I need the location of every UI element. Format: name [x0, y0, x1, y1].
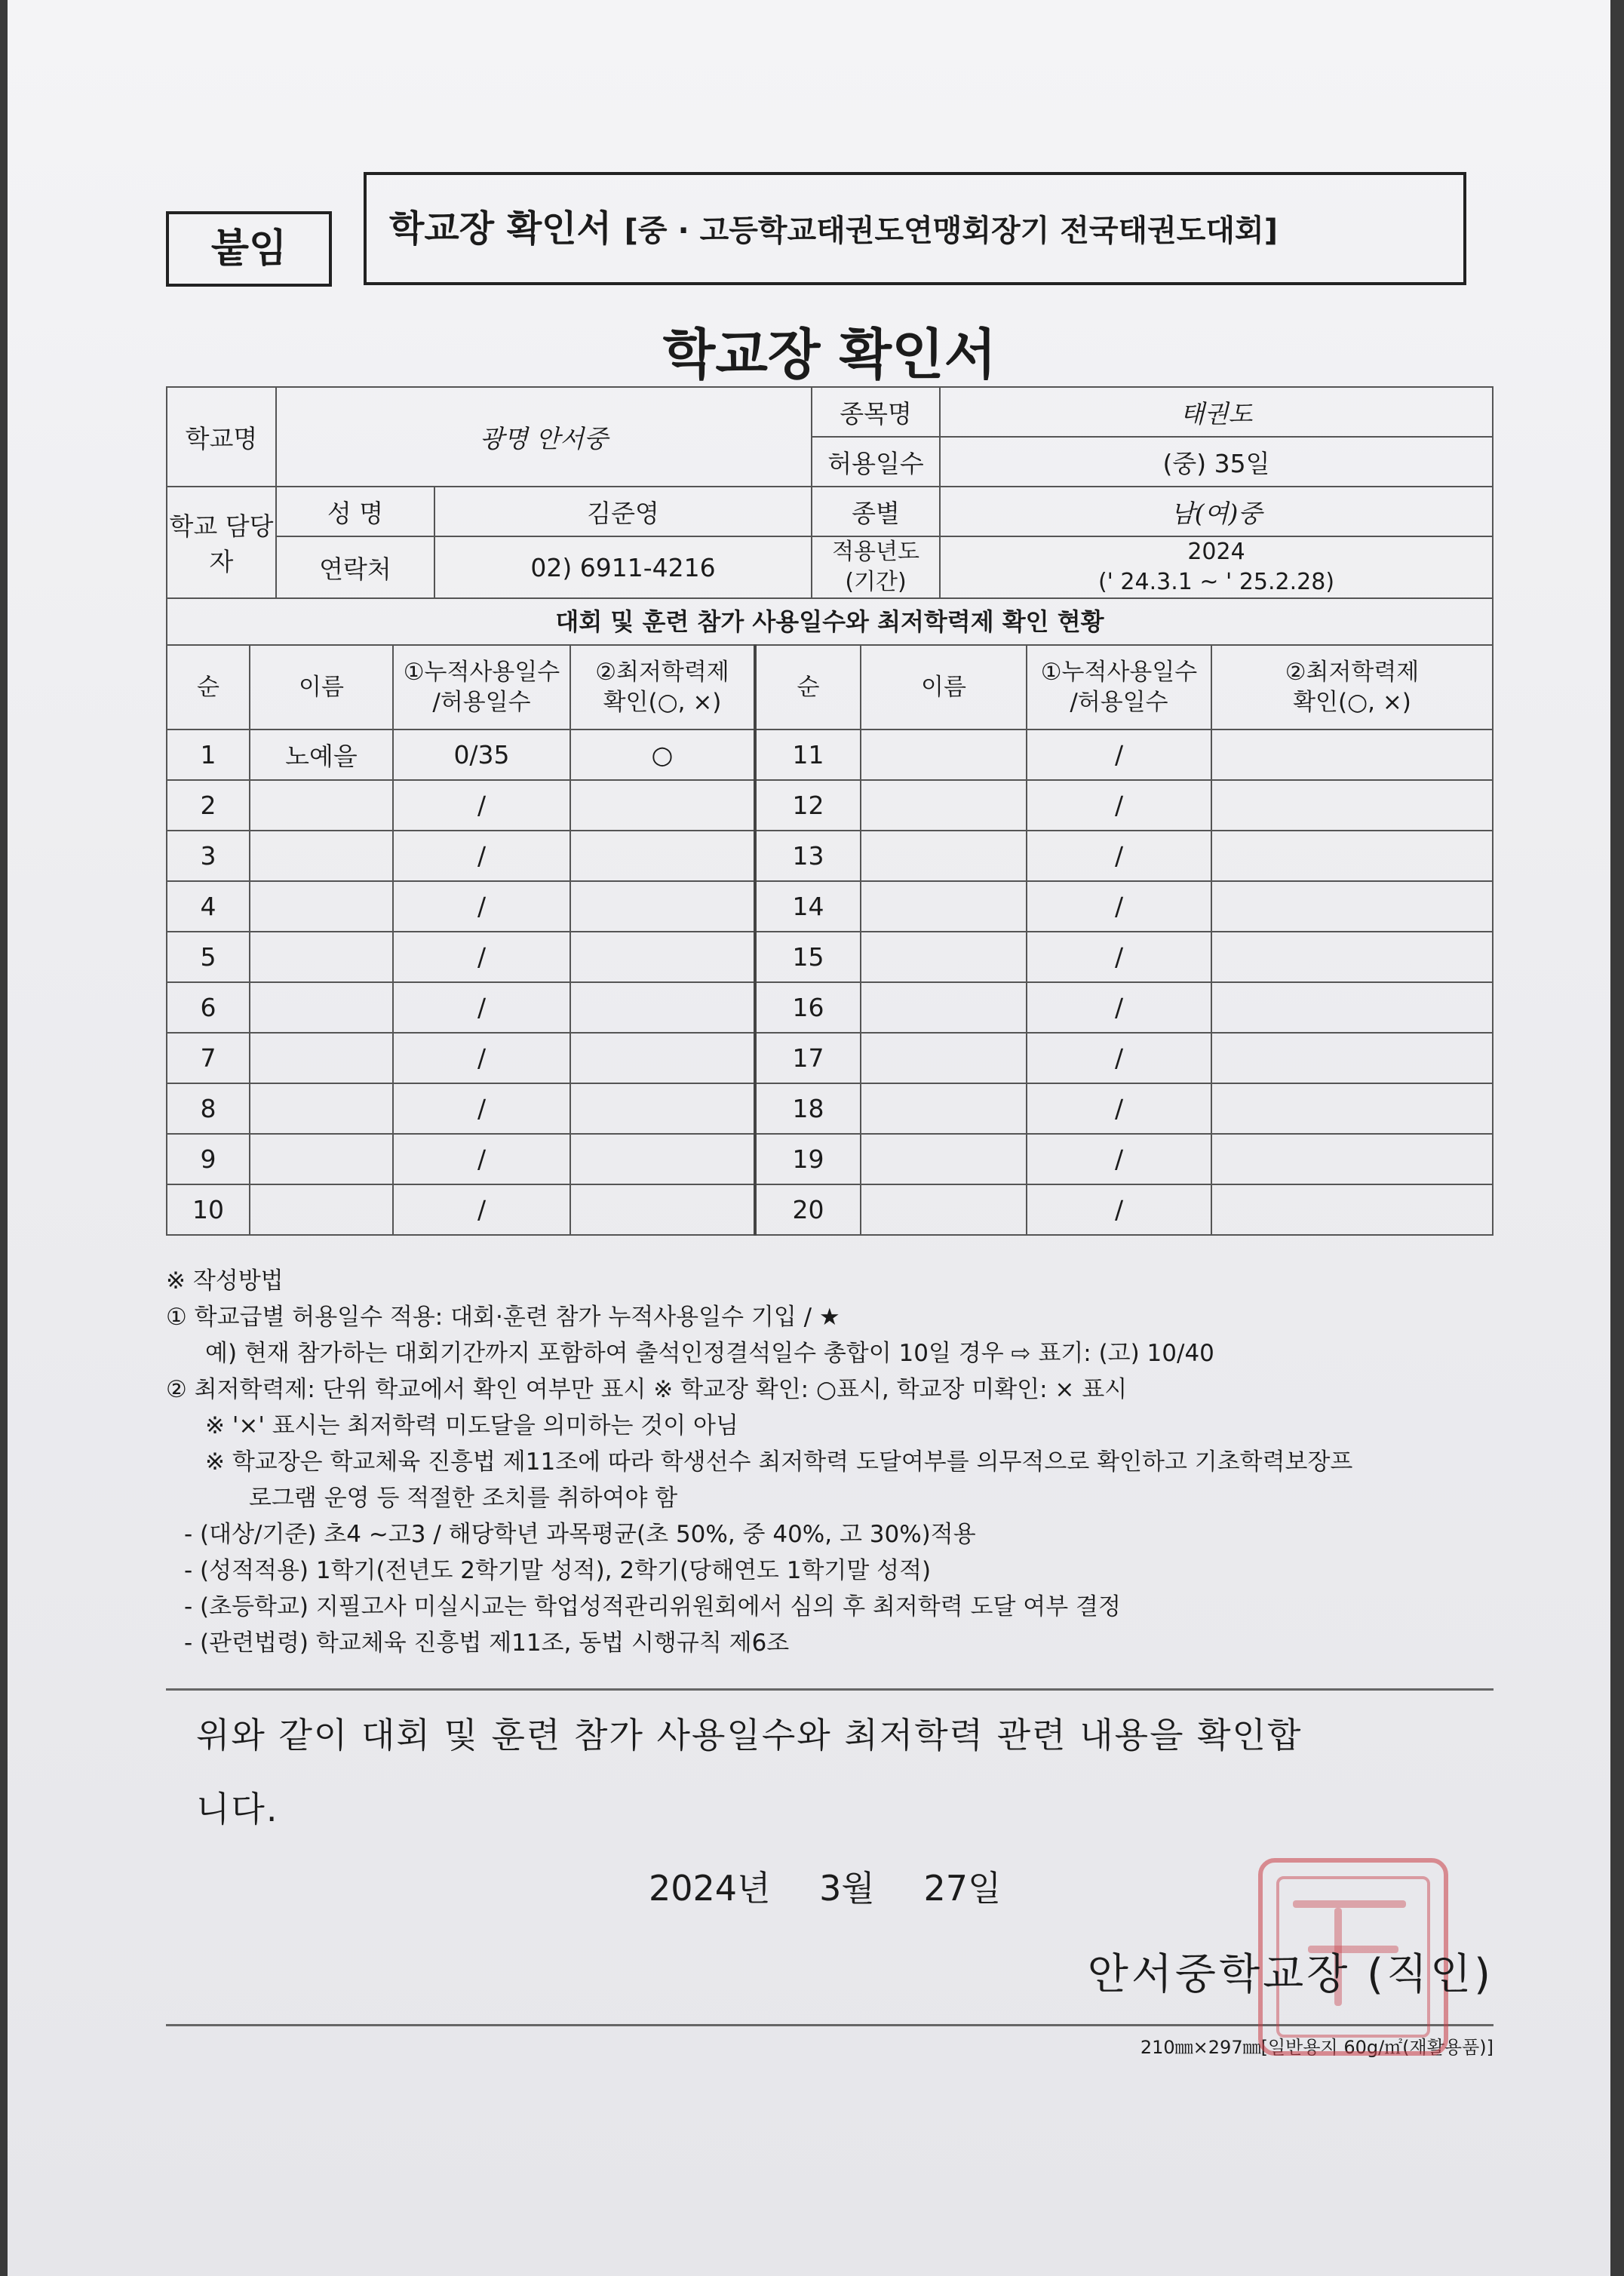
year-value-cell	[940, 536, 1493, 598]
main-title: 학교장 확인서	[662, 323, 997, 386]
roster-no-cell: 10	[167, 1184, 250, 1235]
table-row	[167, 780, 1493, 831]
attachment-label: 붙임	[166, 211, 332, 287]
date-year: 2024년	[649, 1868, 771, 1909]
header-days-line1: ①누적사용일수	[403, 659, 560, 686]
roster-check-cell	[1211, 982, 1493, 1033]
school-label: 학교명	[167, 387, 276, 487]
roster-days-cell: /	[393, 780, 570, 831]
note-line: - (대상/기준) 초4 ~고3 / 해당학년 과목평균(초 50%, 중 40%, 고 30%)적용	[184, 1521, 976, 1548]
roster-days-cell: /	[1027, 932, 1211, 982]
table-row	[167, 932, 1493, 982]
roster-check-cell	[570, 982, 755, 1033]
table-row	[167, 1033, 1493, 1083]
roster-no-cell: 8	[167, 1083, 250, 1134]
notes	[166, 1263, 1494, 1661]
note-line: ※ '×' 표시는 최저학력 미도달을 의미하는 것이 아님	[205, 1412, 738, 1439]
roster-check-cell	[1211, 1184, 1493, 1235]
roster-days-cell: /	[1027, 1083, 1211, 1134]
header-no-right: 순	[755, 645, 861, 729]
header-title: 학교장 확인서	[389, 207, 612, 250]
roster-name-cell	[861, 982, 1027, 1033]
header-check-left	[570, 645, 755, 729]
roster-days-cell: /	[1027, 982, 1211, 1033]
period-value: (' 24.3.1 ~ ' 25.2.28)	[1098, 569, 1335, 595]
gender-label: 종별	[812, 487, 940, 536]
roster-name-cell	[861, 1134, 1027, 1184]
roster-days-cell: /	[1027, 881, 1211, 932]
roster-days-cell: /	[393, 932, 570, 982]
note-line: - (성적적용) 1학기(전년도 2학기말 성적), 2학기(당해연도 1학기말 성적)	[184, 1557, 932, 1584]
note-line: - (관련법령) 학교체육 진흥법 제11조, 동법 시행규칙 제6조	[184, 1629, 790, 1657]
header-title-box	[364, 172, 1466, 285]
roster-no-cell: 6	[167, 982, 250, 1033]
roster-no-cell: 5	[167, 932, 250, 982]
roster-name-cell	[861, 932, 1027, 982]
note-line: 로그램 운영 등 적절한 조치를 취하여야 함	[249, 1485, 678, 1512]
name-label: 성 명	[276, 487, 434, 536]
document-page	[8, 0, 1610, 2276]
note-line: ※ 학교장은 학교체육 진흥법 제11조에 따라 학생선수 최저학력 도달여부를 의무적으로 확인하고 기초학력보장프	[205, 1448, 1353, 1476]
roster-check-cell	[1211, 881, 1493, 932]
header-check-line1: ②최저학력제	[595, 659, 729, 686]
note-line: - (초등학교) 지필고사 미실시교는 학업성적관리위원회에서 심의 후 최저학력 도달 여부 결정	[184, 1593, 1121, 1620]
roster-check-cell	[1211, 831, 1493, 881]
roster-check-cell	[1211, 729, 1493, 780]
roster-no-cell: 16	[755, 982, 861, 1033]
roster-no-cell: 20	[755, 1184, 861, 1235]
roster-no-cell: 19	[755, 1134, 861, 1184]
roster-name-cell: 노예을	[250, 729, 393, 780]
roster-days-cell: /	[1027, 1184, 1211, 1235]
table-row	[167, 1083, 1493, 1134]
roster-no-cell: 14	[755, 881, 861, 932]
roster-name-cell	[250, 1033, 393, 1083]
roster-no-cell: 18	[755, 1083, 861, 1134]
roster-no-cell: 11	[755, 729, 861, 780]
signature-row	[166, 1911, 1494, 2024]
roster-no-cell: 12	[755, 780, 861, 831]
roster-days-cell: /	[393, 1083, 570, 1134]
divider	[166, 1688, 1494, 1691]
roster-name-cell	[250, 982, 393, 1033]
roster-check-cell	[570, 831, 755, 881]
roster-no-cell: 1	[167, 729, 250, 780]
header-days-right	[1027, 645, 1211, 729]
header-name-right: 이름	[861, 645, 1027, 729]
note-line: ② 최저학력제: 단위 학교에서 확인 여부만 표시 ※ 학교장 확인: ○표시, 학교장 미확인: × 표시	[166, 1376, 1128, 1403]
header-check-line1: ②최저학력제	[1285, 659, 1420, 686]
gender-value: 남(여)중	[940, 487, 1493, 536]
date-month: 3월	[819, 1868, 875, 1909]
roster-name-cell	[861, 831, 1027, 881]
table-row	[167, 982, 1493, 1033]
roster-name-cell	[250, 780, 393, 831]
note-line: 예) 현재 참가하는 대회기간까지 포함하여 출석인정결석일수 총합이 10일 경우 ⇨ 표기: (고) 10/40	[205, 1340, 1214, 1367]
document-content	[166, 158, 1494, 2059]
roster-name-cell	[250, 1083, 393, 1134]
info-table	[166, 386, 1494, 599]
declaration-line1: 위와 같이 대회 및 훈련 참가 사용일수와 최저학력 관련 내용을 확인합	[196, 1715, 1303, 1755]
roster-name-cell	[250, 1184, 393, 1235]
header-days-line2: /허용일수	[432, 689, 531, 716]
roster-check-cell	[1211, 1134, 1493, 1184]
roster-check-cell	[1211, 932, 1493, 982]
roster-check-cell	[1211, 1033, 1493, 1083]
header-check-line2: 확인(○, ×)	[1293, 689, 1411, 716]
header-days-line2: /허용일수	[1070, 689, 1168, 716]
header-no-left: 순	[167, 645, 250, 729]
roster-body	[167, 729, 1493, 1235]
roster-days-cell: /	[393, 1184, 570, 1235]
roster-check-cell	[570, 780, 755, 831]
paper-spec-footer: 210㎜×297㎜[일반용지 60g/㎡(재활용품)]	[1140, 2037, 1494, 2058]
year-label-line2: (기간)	[845, 569, 907, 595]
signer: 안서중학교장 (직인)	[1087, 1950, 1494, 1999]
roster-check-cell: ○	[570, 729, 755, 780]
section-title: 대회 및 훈련 참가 사용일수와 최저학력제 확인 현황	[166, 599, 1494, 644]
header-check-line2: 확인(○, ×)	[603, 689, 722, 716]
roster-days-cell: /	[393, 831, 570, 881]
roster-no-cell: 13	[755, 831, 861, 881]
header-check-right	[1211, 645, 1493, 729]
roster-days-cell: /	[1027, 729, 1211, 780]
header-days-left	[393, 645, 570, 729]
roster-name-cell	[861, 729, 1027, 780]
roster-name-cell	[861, 780, 1027, 831]
roster-days-cell: /	[1027, 1033, 1211, 1083]
name-value: 김준영	[434, 487, 812, 536]
notes-heading: ※ 작성방법	[166, 1267, 284, 1295]
roster-days-cell: /	[393, 881, 570, 932]
roster-name-cell	[861, 1083, 1027, 1134]
manager-label: 학교 담당자	[167, 487, 276, 598]
roster-check-cell	[1211, 780, 1493, 831]
table-row	[167, 729, 1493, 780]
roster-no-cell: 7	[167, 1033, 250, 1083]
header-days-line1: ①누적사용일수	[1040, 659, 1198, 686]
allowed-days-value: (중) 35일	[940, 437, 1493, 487]
roster-name-cell	[861, 1033, 1027, 1083]
header-subtitle: [중 · 고등학교태권도연맹회장기 전국태권도대회]	[624, 213, 1278, 248]
roster-name-cell	[250, 932, 393, 982]
roster-days-cell: /	[393, 1134, 570, 1184]
roster-check-cell	[1211, 1083, 1493, 1134]
table-row	[167, 881, 1493, 932]
roster-check-cell	[570, 1033, 755, 1083]
roster-name-cell	[250, 831, 393, 881]
event-label: 종목명	[812, 387, 940, 437]
roster-days-cell: /	[1027, 1134, 1211, 1184]
date-day: 27일	[923, 1868, 1002, 1909]
table-row	[167, 1134, 1493, 1184]
header	[166, 158, 1494, 294]
roster-check-cell	[570, 1083, 755, 1134]
roster-days-cell: /	[393, 1033, 570, 1083]
declaration	[166, 1698, 1494, 1846]
roster-days-cell: /	[393, 982, 570, 1033]
roster-no-cell: 9	[167, 1134, 250, 1184]
school-value: 광명 안서중	[276, 387, 812, 487]
roster-name-cell	[250, 881, 393, 932]
roster-name-cell	[861, 1184, 1027, 1235]
roster-no-cell: 17	[755, 1033, 861, 1083]
roster-no-cell: 3	[167, 831, 250, 881]
roster-no-cell: 15	[755, 932, 861, 982]
roster-name-cell	[250, 1134, 393, 1184]
note-line: ① 학교급별 허용일수 적용: 대회·훈련 참가 누적사용일수 기입 / ★	[166, 1304, 840, 1331]
roster-check-cell	[570, 1134, 755, 1184]
roster-check-cell	[570, 1184, 755, 1235]
year-value: 2024	[1187, 539, 1245, 565]
event-value: 태권도	[940, 387, 1493, 437]
roster-no-cell: 4	[167, 881, 250, 932]
roster-days-cell: /	[1027, 780, 1211, 831]
roster-no-cell: 2	[167, 780, 250, 831]
roster-days-cell: 0/35	[393, 729, 570, 780]
table-row	[167, 831, 1493, 881]
roster-table	[166, 644, 1494, 1236]
roster-header-row	[167, 645, 1493, 729]
contact-value: 02) 6911-4216	[434, 536, 812, 598]
roster-check-cell	[570, 932, 755, 982]
header-name-left: 이름	[250, 645, 393, 729]
roster-name-cell	[861, 881, 1027, 932]
roster-check-cell	[570, 881, 755, 932]
year-label-line1: 적용년도	[832, 539, 919, 565]
declaration-line2: 니다.	[196, 1789, 279, 1829]
contact-label: 연락처	[276, 536, 434, 598]
roster-days-cell: /	[1027, 831, 1211, 881]
table-row	[167, 1184, 1493, 1235]
year-label	[812, 536, 940, 598]
allowed-days-label: 허용일수	[812, 437, 940, 487]
